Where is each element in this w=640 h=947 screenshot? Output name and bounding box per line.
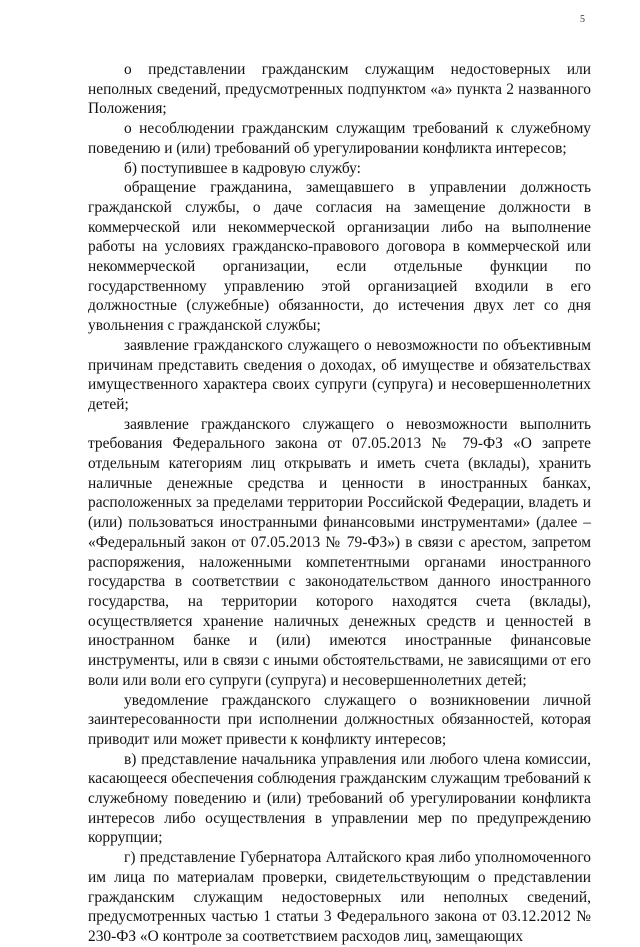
paragraph-8: в) представление начальника управления или любого члена комиссии, касающееся обеспечения соблюдения гражданским служащим требований к служебному поведению и (или) требований об урегулировании конфликта интересов либо осуществления в управлении мер по предупреждению коррупции; xyxy=(88,750,591,847)
paragraph-5: заявление гражданского служащего о невозможности по объективным причинам представить сведения о доходах, об имуществе и обязательствах имущественного характера своих супруги (супруга) и несовершеннолетних детей; xyxy=(88,336,591,413)
paragraph-2: о несоблюдении гражданским служащим требований к служебному поведению и (или) требований об урегулировании конфликта интересов; xyxy=(88,120,591,157)
paragraph-1: о представлении гражданским служащим недостоверных или неполных сведений, предусмотренных подпунктом «а» пункта 2 названного Положения; xyxy=(88,61,591,118)
paragraph-6: заявление гражданского служащего о невозможности выполнить требования Федерального закона от 07.05.2013 № 79-ФЗ «О запрете отдельным категориям лиц открывать и иметь счета (вклады), хранить наличные денежные средства и ценности в иностранных банках, расположенных за пределами территории Российской Федерации, владеть и (или) пользоваться иностранными финансовыми инструментами» (далее – «Федеральный закон от 07.05.2013 № 79-ФЗ») в связи с арестом, запретом распоряжения, наложенными компетентными органами иностранного государства в соответствии с законодательством данного иностранного государства, на территории которого находятся счета (вклады), осуществляется хранение наличных денежных средств и ценностей в иностранном банке и (или) имеются иностранные финансовые инструменты, или в связи с иными обстоятельствами, не зависящими от его воли или воли его супруги (супруга) и несовершеннолетних детей; xyxy=(88,415,591,689)
paragraph-7: уведомление гражданского служащего о возникновении личной заинтересованности при исполнении должностных обязанностей, которая приводит или может привести к конфликту интересов; xyxy=(88,691,591,748)
paragraph-9: г) представление Губернатора Алтайского края либо уполномоченного им лица по материалам проверки, свидетельствующим о представлении гражданским служащим недостоверных или неполных сведений, предусмотренных частью 1 статьи 3 Федерального закона от 03.12.2012 № 230-ФЗ «О контроле за соответствием расходов лиц, замещающих xyxy=(88,849,591,945)
page-number: 5 xyxy=(580,14,585,25)
paragraph-3: б) поступившее в кадровую службу: xyxy=(124,159,361,177)
paragraph-4: обращение гражданина, замещавшего в управлении должность гражданской службы, о даче согласия на замещение должности в коммерческой или некоммерческой организации либо на выполнение работы на условиях гражданско-правового договора в коммерческой или некоммерческой организации, если отдельные функции по государственному управлению этой организацией входили в его должностные (служебные) обязанности, до истечения двух лет со дня увольнения с гражданской службы; xyxy=(88,179,591,335)
document-body xyxy=(88,60,591,947)
